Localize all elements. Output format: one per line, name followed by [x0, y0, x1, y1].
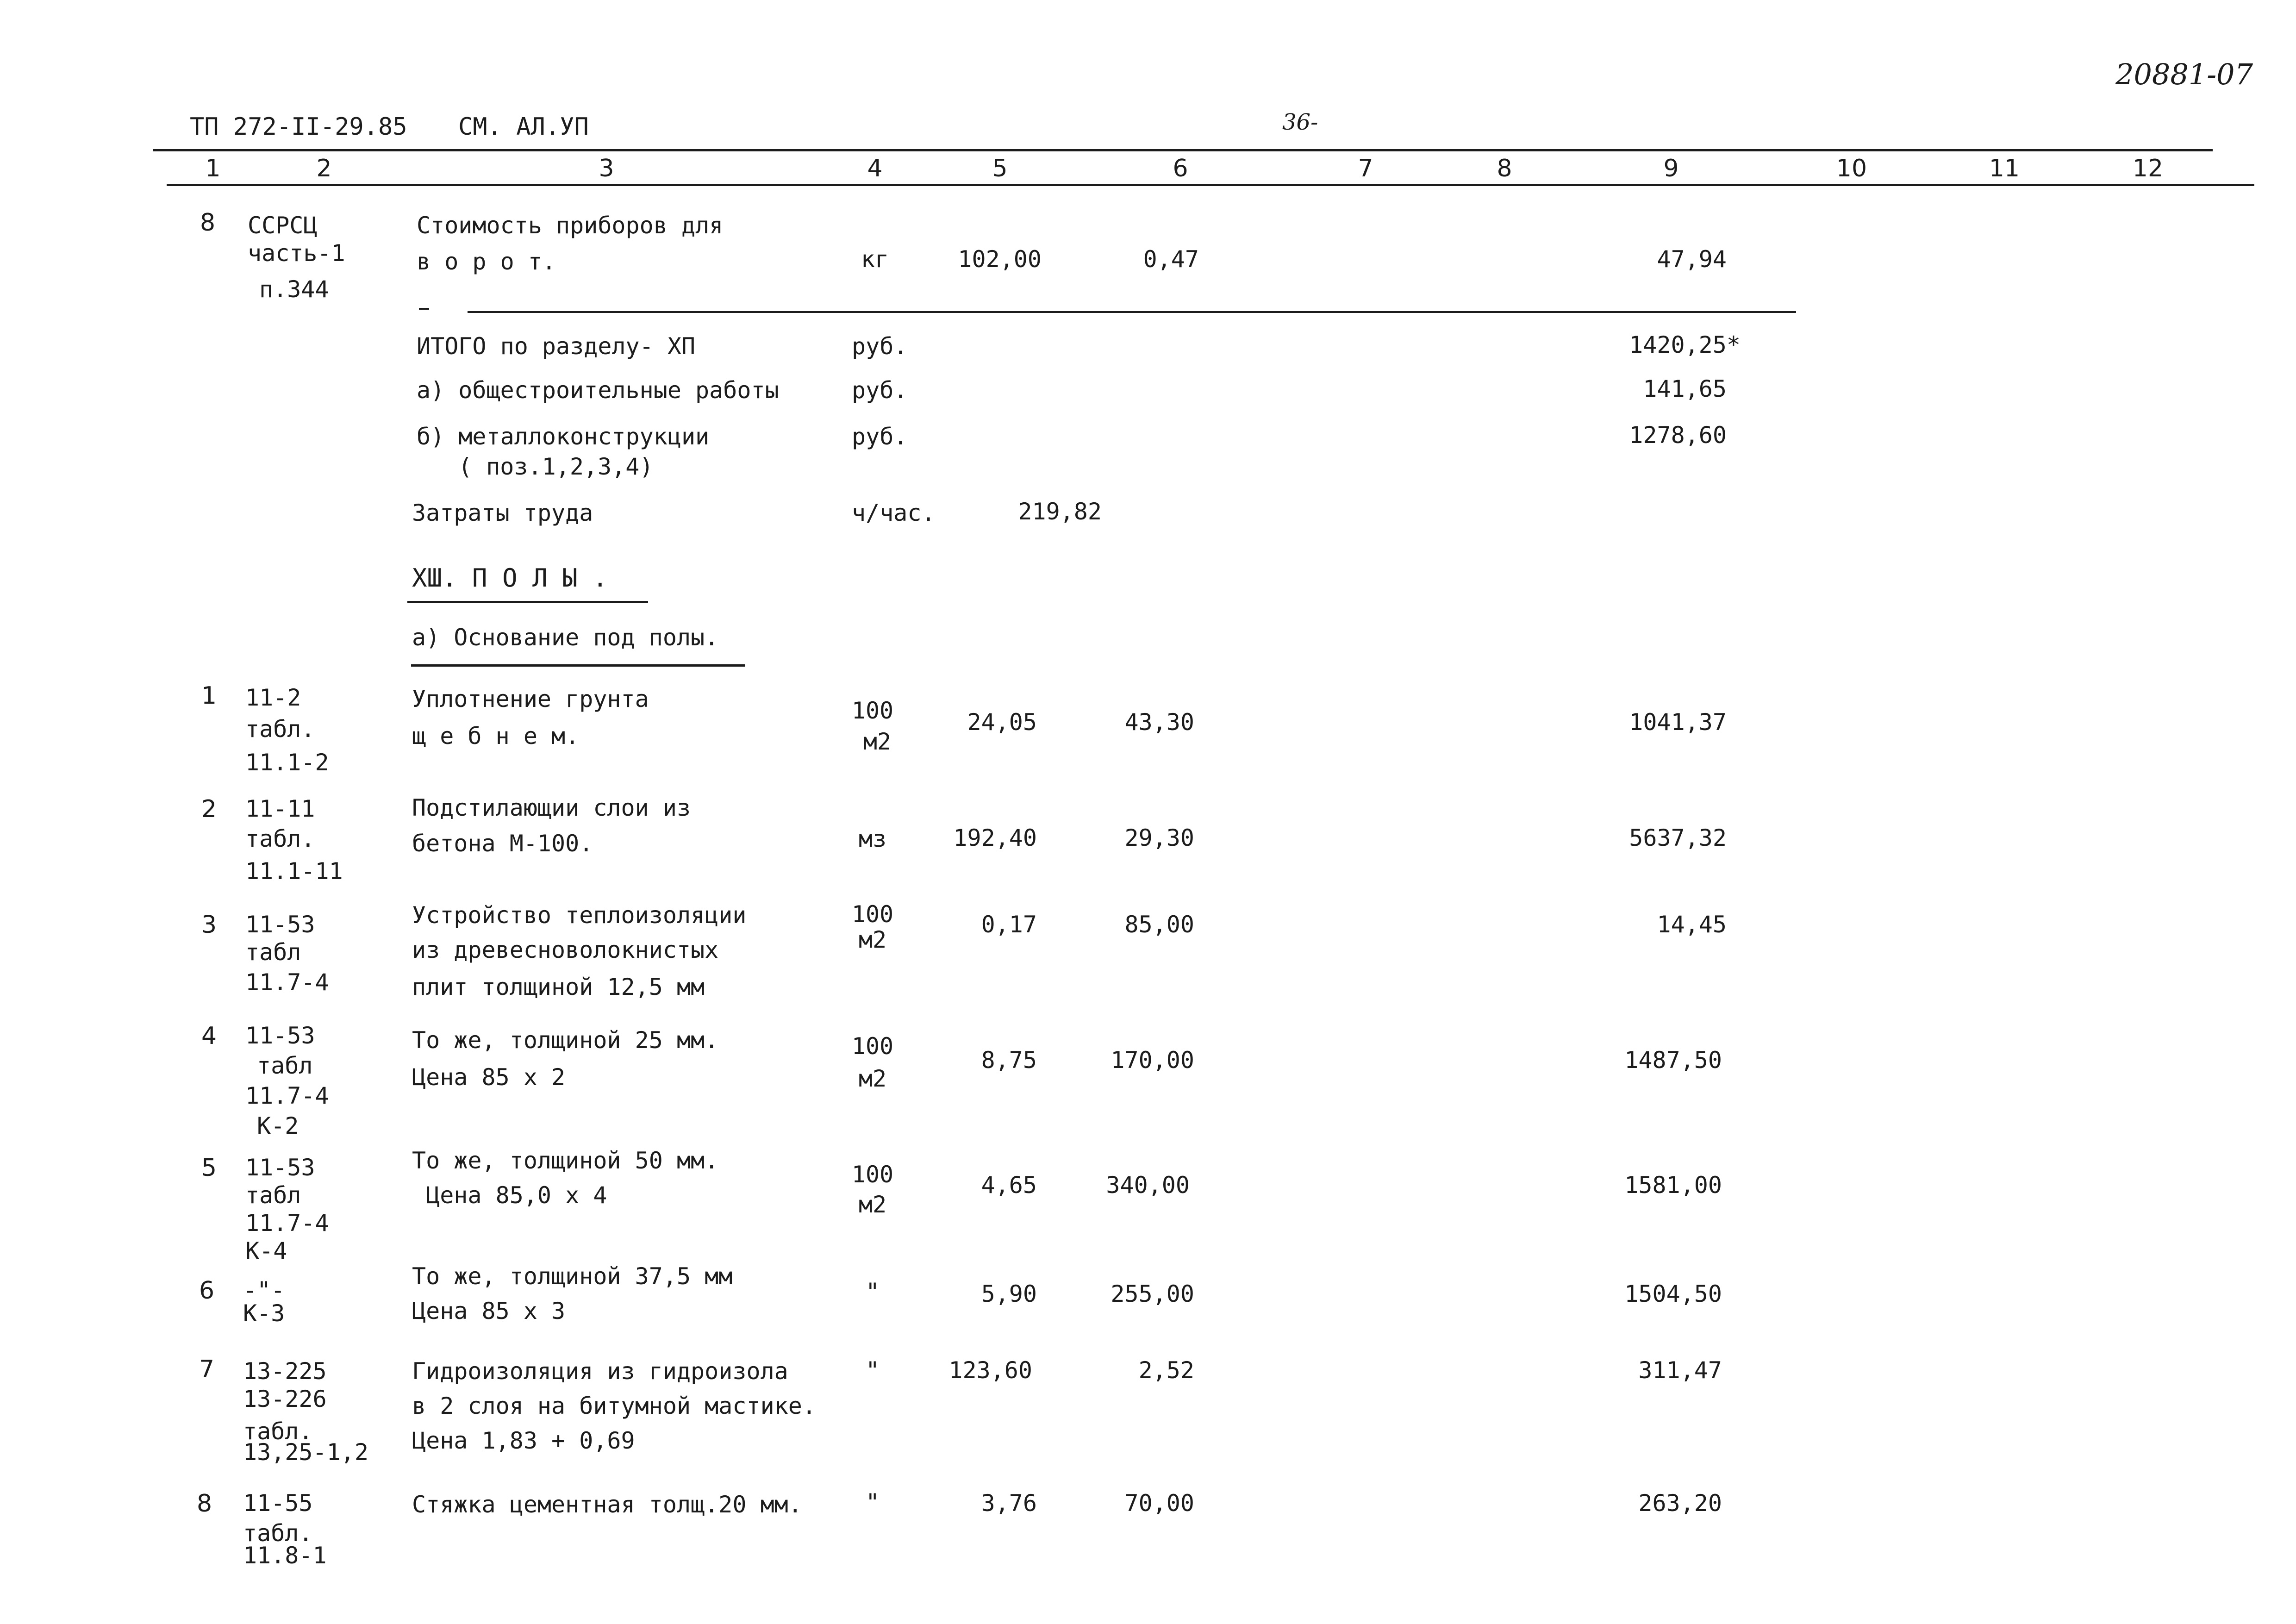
row-number: 5 — [201, 1154, 217, 1182]
column-number: 11 — [1989, 155, 2020, 182]
row-unit: 100 — [851, 1033, 894, 1060]
column-number: 10 — [1836, 155, 1867, 182]
row-code-line: табл. — [243, 1418, 313, 1445]
row-code-line: 11.7-4 — [245, 1210, 329, 1237]
row-unit-price: 2,52 — [1138, 1357, 1194, 1384]
row-number: 3 — [201, 911, 217, 939]
row-code-line: 11-53 — [245, 1154, 315, 1181]
row-description-line: в о р о т. — [417, 248, 556, 275]
row-description-line: То же, толщиной 50 мм. — [412, 1147, 719, 1174]
column-number: 8 — [1497, 155, 1512, 182]
row-number: 4 — [201, 1022, 217, 1050]
row-code-line: часть-1 — [248, 240, 345, 267]
row-total: 1504,50 — [1624, 1280, 1722, 1307]
labor-label: Затраты труда — [412, 500, 593, 526]
subtotal-value: 1278,60 — [1629, 422, 1727, 449]
total-label: ИТОГО по разделу- ХП — [417, 333, 696, 360]
row-unit-price: 85,00 — [1124, 911, 1194, 938]
row-code-line: 11.7-4 — [245, 1082, 329, 1109]
row-total: 311,47 — [1638, 1357, 1722, 1384]
row-code-line: табл — [245, 939, 301, 966]
row-unit-price: 170,00 — [1111, 1047, 1194, 1074]
row-unit-price: 255,00 — [1111, 1280, 1194, 1307]
row-code-line: 11.1-11 — [245, 858, 343, 885]
row-code-line: 11.1-2 — [245, 749, 329, 776]
section-title-underline — [407, 601, 648, 603]
row-code-line: 11-53 — [245, 1022, 315, 1049]
row-unit: " — [865, 1489, 880, 1516]
row-code-line: 13,25-1,2 — [243, 1439, 368, 1466]
row-quantity: 192,40 — [953, 824, 1037, 851]
row-unit-price: 29,30 — [1124, 824, 1194, 851]
row-code-line: табл — [257, 1052, 313, 1079]
row-quantity: 8,75 — [981, 1047, 1037, 1074]
column-number: 9 — [1663, 155, 1679, 182]
row-total: 1487,50 — [1624, 1047, 1722, 1074]
row-description-line: То же, толщиной 25 мм. — [412, 1027, 719, 1054]
row-unit: м2 — [858, 926, 887, 953]
row-unit: 100 — [851, 901, 894, 928]
column-number: 6 — [1173, 155, 1188, 182]
subtotal-unit: руб. — [852, 377, 908, 404]
row-description-line: в 2 слоя на битумной мастике. — [412, 1393, 816, 1419]
row-unit: кг — [861, 246, 889, 273]
row-total: 263,20 — [1638, 1490, 1722, 1517]
row-number: 7 — [199, 1355, 215, 1383]
separator-dash — [419, 308, 429, 310]
row-unit: 100 — [851, 1161, 894, 1188]
row-code-line: К-4 — [245, 1237, 287, 1264]
separator-rule — [468, 311, 1796, 313]
row-unit: м2 — [858, 1065, 887, 1092]
row-description-line: Подстилающии слои из — [412, 794, 691, 821]
row-code-line: табл. — [243, 1520, 313, 1547]
row-number: 1 — [201, 682, 217, 710]
row-number: 8 — [200, 209, 216, 237]
row-code-line: 11-11 — [245, 795, 315, 822]
subtotal-label: а) общестроительные работы — [417, 377, 779, 404]
row-number: 6 — [199, 1277, 215, 1305]
archive-code: 20881-07 — [2115, 57, 2253, 91]
row-code-line: 11-55 — [243, 1490, 313, 1517]
subtotal-value: 141,65 — [1643, 375, 1727, 402]
row-code-line: табл. — [245, 716, 315, 743]
row-unit-price: 340,00 — [1106, 1172, 1190, 1199]
column-number: 7 — [1358, 155, 1373, 182]
row-code-line: 13-226 — [243, 1386, 327, 1412]
row-code-line: п.344 — [259, 276, 329, 303]
row-quantity: 5,90 — [981, 1280, 1037, 1307]
row-number: 8 — [197, 1490, 212, 1518]
album-reference: СМ. АЛ.УП — [458, 113, 589, 141]
total-unit: руб. — [852, 333, 908, 360]
row-total: 5637,32 — [1629, 824, 1727, 851]
row-unit-price: 0,47 — [1143, 246, 1199, 273]
row-number: 2 — [201, 795, 217, 823]
row-description-line: щ е б н е м. — [412, 723, 580, 750]
row-total: 1581,00 — [1624, 1172, 1722, 1199]
row-description-line: бетона М-100. — [412, 830, 593, 857]
row-quantity: 123,60 — [948, 1357, 1032, 1384]
row-description-line: Стяжка цементная толщ.20 мм. — [412, 1491, 802, 1518]
header-rule-top — [153, 149, 2213, 151]
row-total: 47,94 — [1657, 246, 1727, 273]
labor-unit: ч/час. — [852, 500, 936, 526]
row-code-line: -"- — [243, 1277, 285, 1304]
row-code-line: 11-53 — [245, 911, 315, 938]
row-unit: м2 — [858, 1191, 887, 1218]
row-code-line: 13-225 — [243, 1358, 327, 1385]
subtotal-sublabel: ( поз.1,2,3,4) — [458, 453, 654, 480]
row-total: 14,45 — [1657, 911, 1727, 938]
row-unit: " — [865, 1278, 880, 1305]
row-quantity: 3,76 — [981, 1490, 1037, 1517]
row-code-line: 11-2 — [245, 684, 301, 711]
row-description-line: То же, толщиной 37,5 мм — [412, 1263, 733, 1290]
row-code-line: табл. — [245, 825, 315, 852]
column-number: 1 — [205, 155, 221, 182]
row-unit: 100 — [851, 697, 894, 724]
row-description-line: из древесноволокнистых — [412, 937, 719, 963]
row-quantity: 0,17 — [981, 911, 1037, 938]
page-number: 36- — [1282, 109, 1318, 135]
row-unit-price: 70,00 — [1124, 1490, 1194, 1517]
row-description-line: Цена 85 х 2 — [412, 1064, 566, 1091]
section-subtitle-underline — [411, 664, 745, 667]
row-description-line: Цена 85,0 х 4 — [412, 1182, 607, 1209]
row-code-line: табл — [245, 1182, 301, 1209]
total-value: 1420,25* — [1629, 331, 1741, 358]
header-rule-bottom — [167, 184, 2254, 186]
row-quantity: 102,00 — [958, 246, 1042, 273]
row-unit: " — [865, 1357, 880, 1384]
labor-value: 219,82 — [1018, 498, 1102, 525]
row-code-line: ССРСЦ — [248, 212, 318, 239]
row-code-line: 11.7-4 — [245, 969, 329, 996]
subtotal-unit: руб. — [852, 423, 908, 450]
column-number: 5 — [992, 155, 1008, 182]
row-total: 1041,37 — [1629, 709, 1727, 736]
row-description-line: Устройство теплоизоляции — [412, 902, 747, 929]
row-unit: мз — [858, 825, 887, 852]
column-number: 2 — [316, 155, 332, 182]
row-code-line: 11.8-1 — [243, 1542, 327, 1569]
row-code-line: К-3 — [243, 1300, 285, 1327]
row-quantity: 4,65 — [981, 1172, 1037, 1199]
column-number: 3 — [599, 155, 614, 182]
section-subtitle: а) Основание под полы. — [412, 624, 719, 651]
row-description-line: Стоимость приборов для — [417, 212, 724, 239]
document-code: ТП 272-II-29.85 — [190, 113, 407, 141]
subtotal-label: б) металлоконструкции — [417, 423, 710, 450]
row-description-line: Цена 85 х 3 — [412, 1298, 566, 1324]
row-description-line: Уплотнение грунта — [412, 686, 649, 712]
row-quantity: 24,05 — [967, 709, 1037, 736]
row-description-line: Цена 1,83 + 0,69 — [412, 1427, 635, 1454]
row-unit-price: 43,30 — [1124, 709, 1194, 736]
section-title: ХШ. П О Л Ы . — [412, 563, 608, 593]
row-unit: м2 — [863, 728, 892, 755]
row-description-line: Гидроизоляция из гидроизола — [412, 1358, 788, 1385]
column-number: 12 — [2132, 155, 2164, 182]
row-description-line: плит толщиной 12,5 мм — [412, 974, 705, 1000]
row-code-line: К-2 — [257, 1112, 299, 1139]
column-number: 4 — [867, 155, 883, 182]
